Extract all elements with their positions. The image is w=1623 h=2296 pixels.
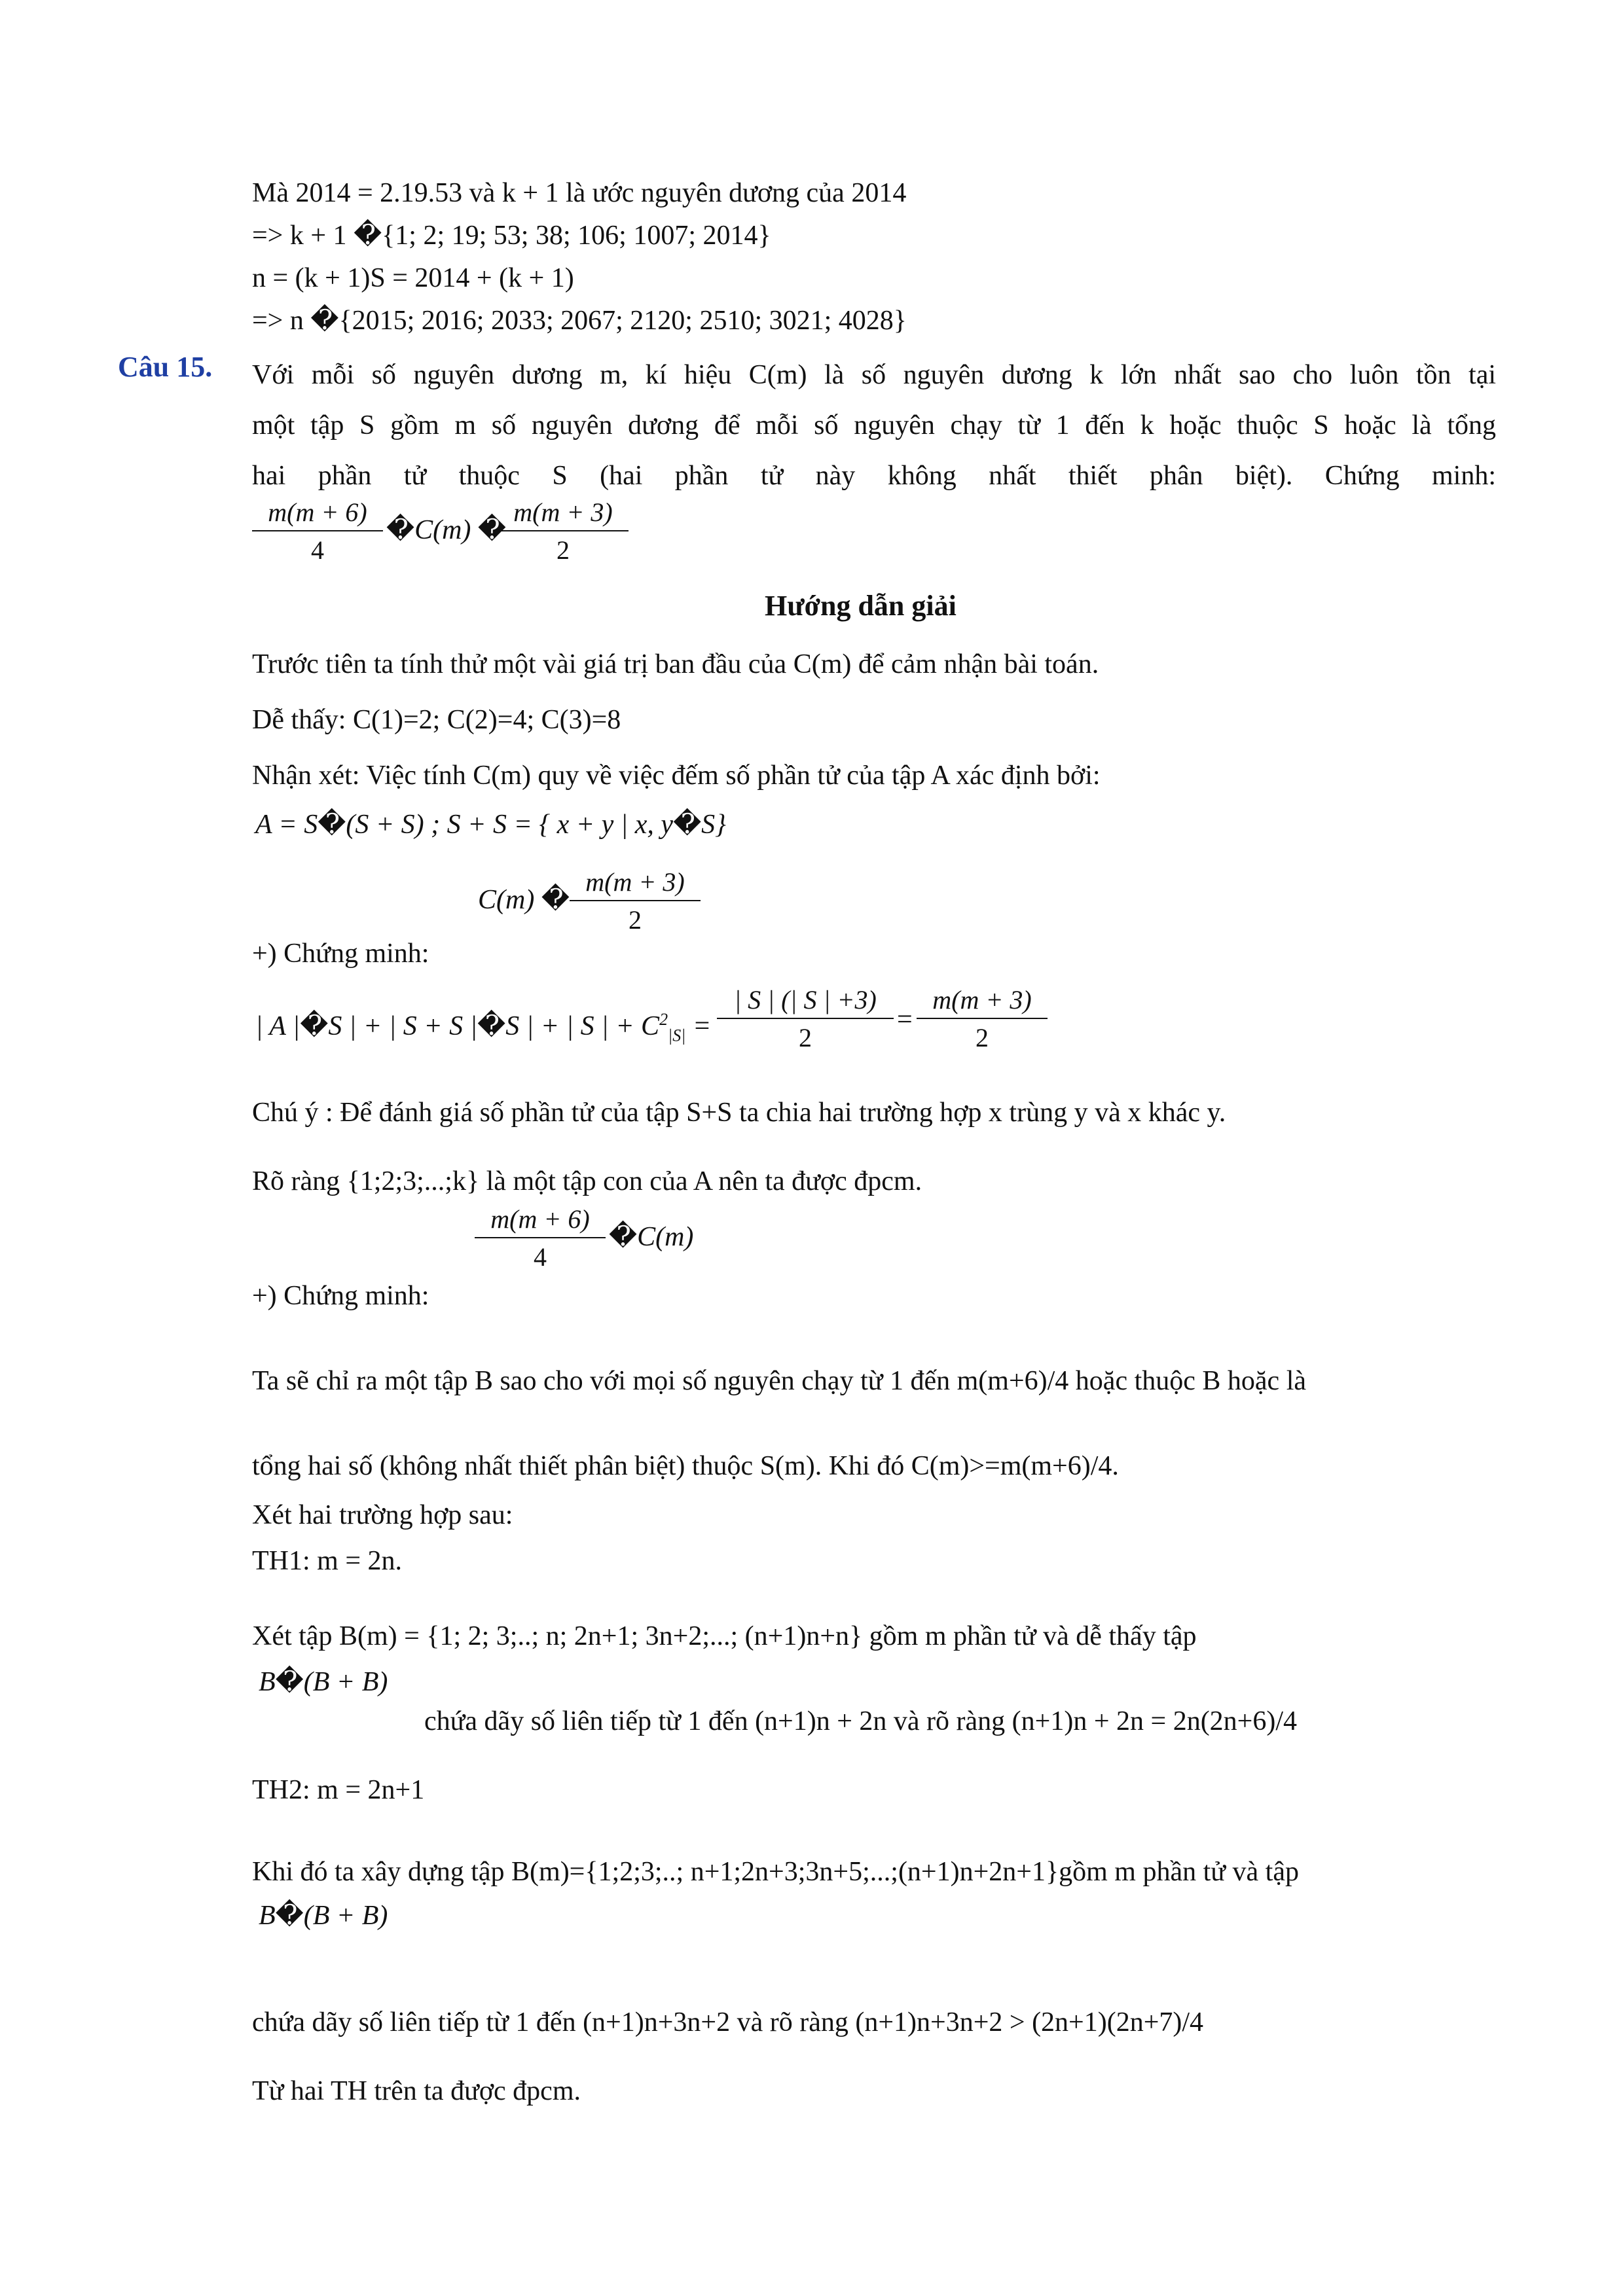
lower-bound-fraction [475, 1204, 606, 1272]
leq-symbol: � [386, 515, 415, 545]
fraction-numerator: m(m + 3) [570, 867, 701, 901]
solution-p1: Trước tiên ta tính thử một vài giá trị ban đầu của C(m) để cảm nhận bài toán. [252, 649, 1099, 679]
leq-symbol: � [541, 885, 570, 915]
fraction-numerator: m(m + 3) [917, 985, 1048, 1019]
upper-bound-fraction [570, 867, 701, 935]
c-of-m: C(m) [637, 1222, 694, 1252]
leq-symbol: � [609, 1222, 638, 1252]
abs-s-plus-sumset: S | + | S + S | [328, 1011, 478, 1041]
fraction-denominator: 4 [311, 535, 324, 565]
question-line-1: Với mỗi số nguyên dương m, kí hiệu C(m) là số nguyên dương k lớn nhất sao cho luôn tồn tại [252, 360, 1496, 390]
equals-sign: = [692, 1011, 712, 1041]
solution-p7: Xét tập B(m) = {1; 2; 3;..; n; 2n+1; 3n+2;...; (n+1)n+n} gồm m phần tử và dễ thấy tập [252, 1621, 1197, 1651]
solution-p2: Dễ thấy: C(1)=2; C(2)=4; C(3)=8 [252, 705, 621, 735]
abs-s-plus-binomial: S | + | S | + C [505, 1011, 660, 1041]
c-of-m: C(m) [478, 885, 535, 915]
b-union-expression-1 [259, 1666, 388, 1698]
s-fraction [717, 985, 894, 1053]
sumset-definition: (S + S) ; S + S = { x + y | x, y [346, 810, 674, 840]
fraction-numerator: | S | (| S | +3) [717, 985, 894, 1019]
question-label: Câu 15. [118, 351, 213, 383]
fraction-numerator: m(m + 6) [252, 497, 383, 531]
fraction-denominator: 2 [799, 1023, 812, 1052]
fraction-m-m3-over-2 [498, 497, 629, 565]
note-line: Chú ý : Để đánh giá số phần tử của tập S+S ta chia hai trường hợp x trùng y và x khác y. [252, 1098, 1226, 1128]
n-value-set: {2015; 2016; 2033; 2067; 2120; 2510; 3021; 4028} [338, 306, 907, 336]
solution-p4: Ta sẽ chỉ ra một tập B sao cho với mọi số nguyên chạy từ 1 đến m(m+6)/4 hoặc thuộc B hoặc là [252, 1366, 1307, 1396]
element-of-symbol: � [310, 306, 339, 336]
result-fraction [917, 985, 1048, 1053]
set-b: B [259, 1901, 276, 1931]
b-sumset: (B + B) [303, 1667, 388, 1697]
solution-p6: Xét hai trường hợp sau: [252, 1500, 513, 1530]
intro-line-1: Mà 2014 = 2.19.53 và k + 1 là ước nguyên dương của 2014 [252, 178, 907, 208]
subset-line: Rõ ràng {1;2;3;...;k} là một tập con của A nên ta được đpcm. [252, 1166, 922, 1196]
proof-1-label: +) Chứng minh: [252, 939, 429, 969]
union-symbol: � [275, 1667, 304, 1697]
binomial-superscript: 2 [659, 1010, 668, 1029]
proof-2-label: +) Chứng minh: [252, 1281, 429, 1311]
case-2-label: TH2: m = 2n+1 [252, 1775, 425, 1805]
solution-heading: Hướng dẫn giải [765, 590, 957, 622]
solution-p8: chứa dãy số liên tiếp từ 1 đến (n+1)n + 2n và rõ ràng (n+1)n + 2n = 2n(2n+6)/4 [424, 1706, 1298, 1736]
equals-sign-2: = [897, 1005, 913, 1035]
intro-line-4-text: => n [252, 306, 311, 336]
set-a-definition [255, 808, 726, 841]
intro-line-2 [252, 219, 771, 252]
intro-line-3: n = (k + 1)S = 2014 + (k + 1) [252, 263, 574, 293]
cardinality-inequality [255, 1003, 711, 1052]
intro-line-4 [252, 304, 907, 337]
element-of-symbol: � [673, 810, 702, 840]
a-equals-s: A = S [255, 810, 318, 840]
inequality-middle [386, 514, 506, 547]
solution-p3: Nhận xét: Việc tính C(m) quy về việc đếm số phần tử của tập A xác định bởi: [252, 761, 1101, 791]
leq-symbol: � [477, 1011, 506, 1041]
fraction-numerator: m(m + 6) [475, 1204, 606, 1238]
element-of-symbol: � [354, 221, 382, 251]
solution-p10: chứa dãy số liên tiếp từ 1 đến (n+1)n+3n+2 và rõ ràng (n+1)n+3n+2 > (2n+1)(2n+7)/4 [252, 2007, 1204, 2037]
fraction-m-m6-over-4 [252, 497, 383, 565]
b-sumset: (B + B) [303, 1901, 388, 1931]
union-symbol: � [275, 1901, 304, 1931]
set-close: S} [701, 810, 726, 840]
leq-symbol: � [477, 515, 506, 545]
b-union-expression-2 [259, 1899, 388, 1932]
intro-line-2-text: => k + 1 [252, 221, 354, 251]
divisor-set: {1; 2; 19; 53; 38; 106; 1007; 2014} [382, 221, 771, 251]
fraction-denominator: 2 [976, 1023, 989, 1052]
leq-symbol: � [300, 1011, 329, 1041]
c-of-m: C(m) [414, 515, 471, 545]
set-b: B [259, 1667, 276, 1697]
union-symbol: � [318, 810, 346, 840]
question-line-3: hai phần tử thuộc S (hai phần tử này không nhất thiết phân biệt). Chứng minh: [252, 461, 1496, 491]
fraction-denominator: 4 [534, 1242, 547, 1272]
case-1-label: TH1: m = 2n. [252, 1546, 403, 1576]
fraction-denominator: 2 [556, 535, 570, 565]
solution-p9: Khi đó ta xây dựng tập B(m)={1;2;3;..; n+1;2n+3;3n+5;...;(n+1)n+2n+1}gồm m phần tử và tập [252, 1857, 1299, 1887]
binomial-subscript: |S| [668, 1026, 686, 1045]
abs-a: | A | [255, 1011, 301, 1041]
question-line-2: một tập S gồm m số nguyên dương để mỗi số nguyên chạy từ 1 đến k hoặc thuộc S hoặc là tổng [252, 410, 1496, 440]
solution-p5: tổng hai số (không nhất thiết phân biệt) thuộc S(m). Khi đó C(m)>=m(m+6)/4. [252, 1451, 1119, 1481]
fraction-numerator: m(m + 3) [498, 497, 629, 531]
solution-p11: Từ hai TH trên ta được đpcm. [252, 2076, 581, 2106]
upper-bound-lhs [478, 884, 570, 916]
fraction-denominator: 2 [629, 905, 642, 935]
lower-bound-rhs [609, 1221, 693, 1253]
